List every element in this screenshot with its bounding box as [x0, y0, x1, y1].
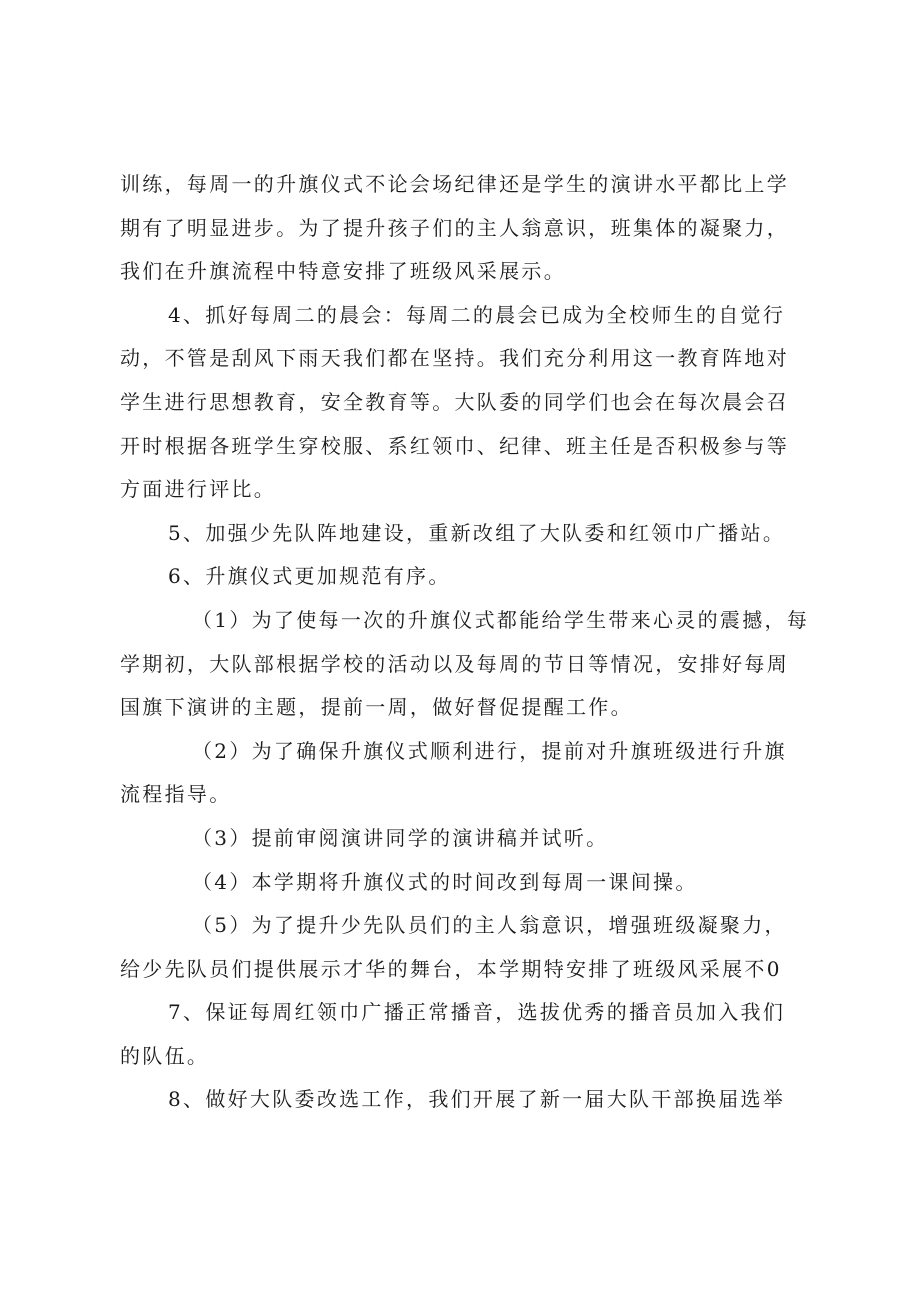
- text-line: 5、加强少先队阵地建设，重新改组了大队委和红领巾广播站。: [168, 520, 786, 545]
- text-line: （4）本学期将升旗仪式的时间改到每周一课间操。: [192, 869, 698, 894]
- paragraph-subitem-1: [120, 599, 810, 730]
- text-line: 方面进行评比。: [120, 477, 277, 502]
- text-line: 期有了明显进步。为了提升孩子们的主人翁意识，班集体的凝聚力，: [120, 215, 789, 240]
- text-line: 6、升旗仪式更加规范有序。: [168, 564, 451, 589]
- paragraph-item-4: [120, 294, 810, 512]
- text-line: 流程指导。: [120, 782, 232, 807]
- text-line: 动，不管是刮风下雨天我们都在坚持。我们充分利用这一教育阵地对: [120, 346, 789, 371]
- paragraph-continuation: [120, 163, 810, 294]
- paragraph-subitem-2: [120, 730, 810, 817]
- text-line: 4、抓好每周二的晨会：每周二的晨会已成为全校师生的自觉行: [168, 302, 786, 327]
- text-line: （3）提前审阅演讲同学的演讲稿并试听。: [192, 825, 609, 850]
- paragraph-subitem-5: [120, 904, 810, 991]
- paragraph-item-5: [120, 512, 810, 556]
- paragraph-subitem-4: [120, 861, 810, 905]
- paragraph-item-6: [120, 555, 810, 599]
- text-line: 开时根据各班学生穿校服、系红领巾、纪律、班主任是否积极参与等: [120, 433, 789, 458]
- paragraph-item-8: [120, 1078, 810, 1122]
- paragraph-item-7: [120, 991, 810, 1078]
- text-line: 学生进行思想教育，安全教育等。大队委的同学们也会在每次晨会召: [120, 389, 789, 414]
- text-line: （1）为了使每一次的升旗仪式都能给学生带来心灵的震撼，每: [192, 607, 810, 632]
- text-line: 学期初，大队部根据学校的活动以及每周的节日等情况，安排好每周: [120, 651, 789, 676]
- text-line: 给少先队员们提供展示才华的舞台，本学期特安排了班级风采展不0: [120, 956, 782, 981]
- document-body: [120, 163, 810, 1122]
- paragraph-subitem-3: [120, 817, 810, 861]
- text-line: （2）为了确保升旗仪式顺利进行，提前对升旗班级进行升旗: [192, 738, 787, 763]
- text-line: 训练，每周一的升旗仪式不论会场纪律还是学生的演讲水平都比上学: [120, 172, 789, 196]
- text-line: （5）为了提升少先队员们的主人翁意识，增强班级凝聚力，: [192, 913, 787, 938]
- text-line: 我们在升旗流程中特意安排了班级风采展示。: [120, 259, 566, 284]
- text-line: 国旗下演讲的主题，提前一周，做好督促提醒工作。: [120, 695, 633, 720]
- text-line: 的队伍。: [120, 1043, 210, 1068]
- text-line: 7、保证每周红领巾广播正常播音，选拔优秀的播音员加入我们: [168, 1000, 786, 1025]
- text-line: 8、做好大队委改选工作，我们开展了新一届大队干部换届选举: [168, 1087, 786, 1112]
